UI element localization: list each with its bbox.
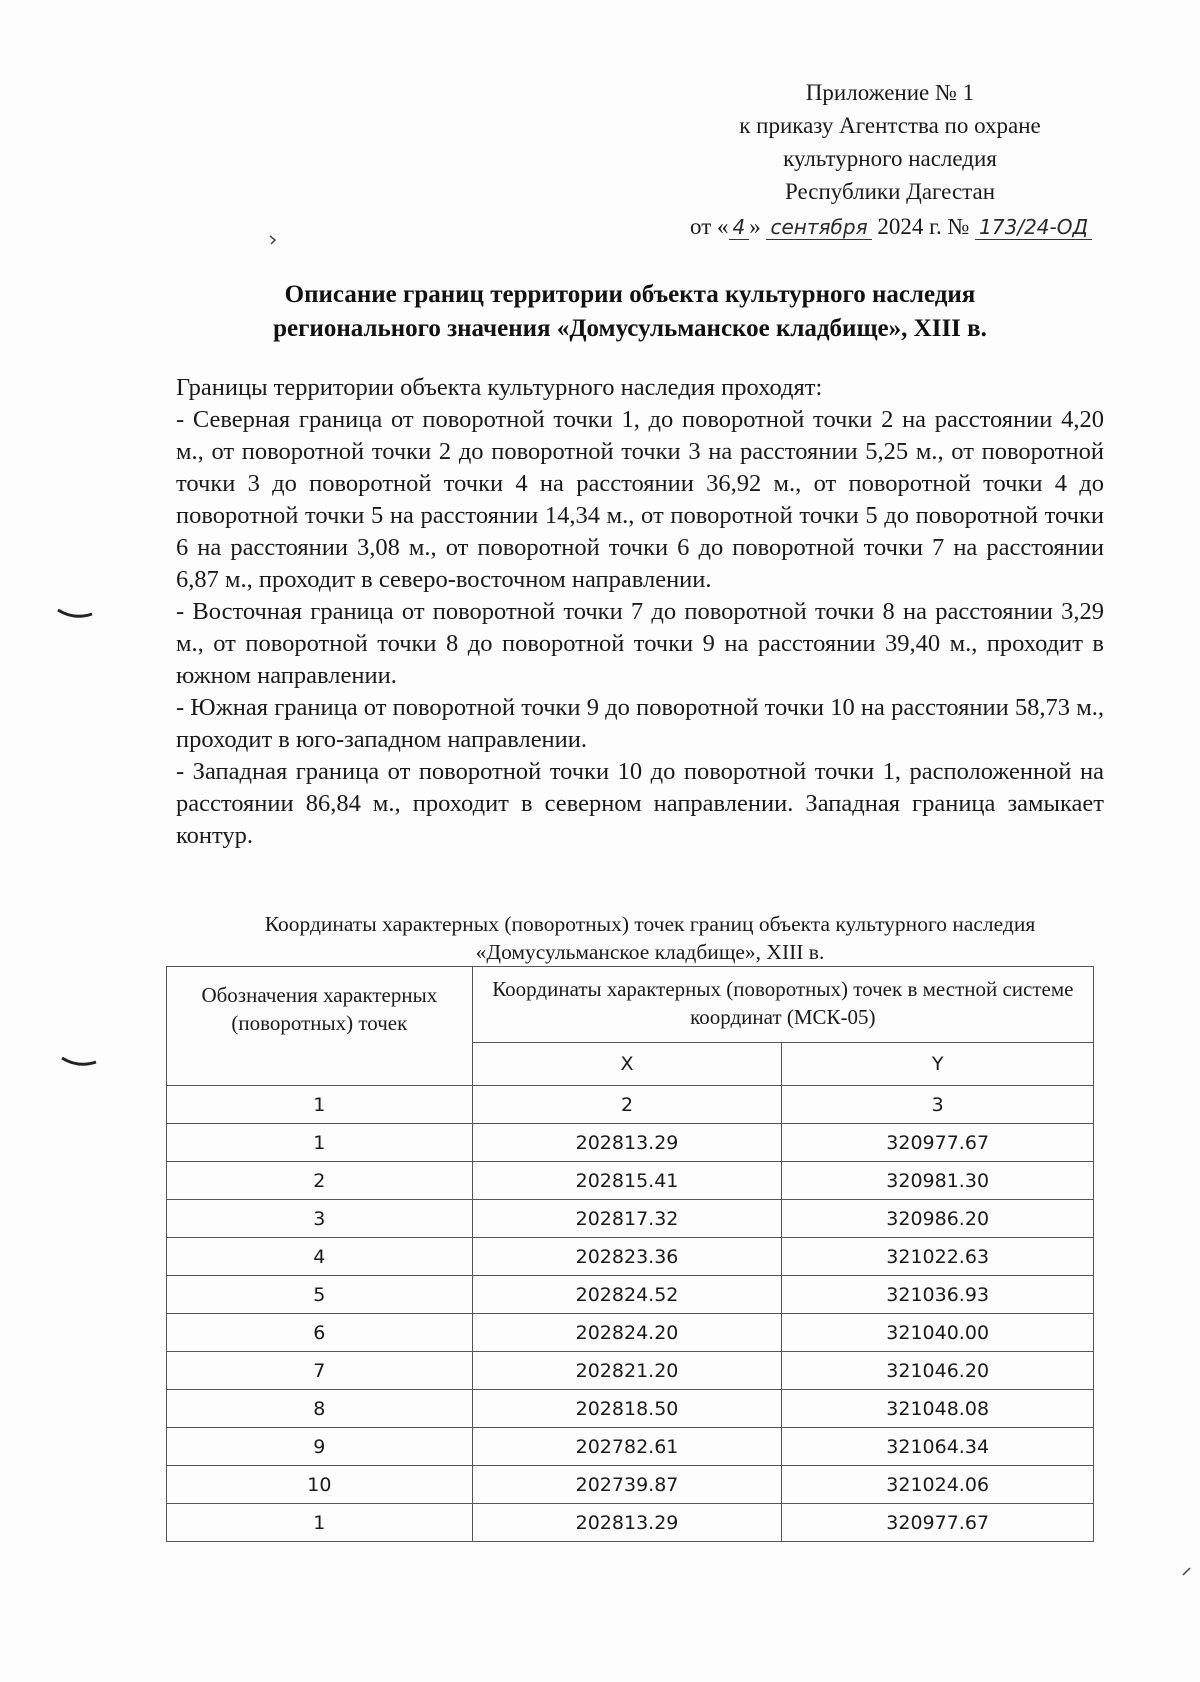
- order-number-handwritten: 173/24-ОД: [975, 215, 1092, 240]
- point-designation-header: Обозначения характерных (поворотных) точек: [167, 967, 473, 1086]
- y-coordinate-cell: 320981.30: [782, 1162, 1094, 1200]
- x-coordinate-cell: 202813.29: [472, 1124, 782, 1162]
- table-row: [167, 1124, 1094, 1162]
- scan-mark: [60, 1054, 100, 1070]
- x-coordinate-cell: 202821.20: [472, 1352, 782, 1390]
- document-title: [180, 278, 1080, 346]
- y-column-header: Y: [782, 1043, 1094, 1086]
- title-line-1: Описание границ территории объекта культурного наследия: [284, 281, 976, 308]
- coordinates-table: [166, 966, 1094, 1542]
- table-row: [167, 1466, 1094, 1504]
- header-line: Республики Дагестан: [785, 179, 995, 204]
- x-coordinate-cell: 202824.20: [472, 1314, 782, 1352]
- table-row: [167, 1390, 1094, 1428]
- north-boundary-paragraph: - Северная граница от поворотной точки 1, до поворотной точки 2 на расстоянии 4,20 м., от поворотной точки 2 до поворотной точки 3 на расстоянии 5,25 м., от поворотной точки 3 до поворотной точки 4 на расстоянии 36,92 м., от поворотной точки 4 до поворотной точки 5 на расстоянии 14,34 м., от поворотной точки 5 до поворотной точки 6 на расстоянии 3,08 м., от поворотной точки 6 до поворотной точки 7 на расстоянии 6,87 м., проходит в северо-восточном направлении.: [176, 406, 1104, 593]
- point-cell: 3: [167, 1200, 473, 1238]
- point-cell: 7: [167, 1352, 473, 1390]
- table-row: [167, 1352, 1094, 1390]
- point-cell: 9: [167, 1428, 473, 1466]
- x-coordinate-cell: 202824.52: [472, 1276, 782, 1314]
- y-coordinate-cell: 320977.67: [782, 1124, 1094, 1162]
- point-cell: 10: [167, 1466, 473, 1504]
- intro-paragraph: Границы территории объекта культурного наследия проходят:: [176, 374, 823, 401]
- date-day-handwritten: 4: [729, 215, 750, 240]
- date-month-handwritten: сентября: [766, 215, 871, 240]
- y-coordinate-cell: 321064.34: [782, 1428, 1094, 1466]
- x-coordinate-cell: 202815.41: [472, 1162, 782, 1200]
- y-coordinate-cell: 321022.63: [782, 1238, 1094, 1276]
- table-caption-line-1: Координаты характерных (поворотных) точек границ объекта культурного наследия: [264, 912, 1036, 936]
- point-cell: 2: [167, 1162, 473, 1200]
- scan-mark: [268, 234, 278, 246]
- y-coordinate-cell: 321036.93: [782, 1276, 1094, 1314]
- boundary-description: [176, 372, 1104, 852]
- x-coordinate-cell: 202813.29: [472, 1504, 782, 1542]
- column-number: 1: [167, 1086, 473, 1124]
- point-cell: 1: [167, 1124, 473, 1162]
- x-coordinate-cell: 202817.32: [472, 1200, 782, 1238]
- scan-mark: [1182, 1566, 1192, 1576]
- point-cell: 6: [167, 1314, 473, 1352]
- appendix-header: [690, 76, 1090, 208]
- x-coordinate-cell: 202818.50: [472, 1390, 782, 1428]
- date-year: 2024 г. №: [877, 214, 970, 239]
- y-coordinate-cell: 321048.08: [782, 1390, 1094, 1428]
- table-caption: [160, 910, 1140, 966]
- point-cell: 1: [167, 1504, 473, 1542]
- table-row: [167, 1238, 1094, 1276]
- header-line: Приложение № 1: [805, 80, 975, 105]
- y-coordinate-cell: 320986.20: [782, 1200, 1094, 1238]
- east-boundary-paragraph: - Восточная граница от поворотной точки 7 до поворотной точки 8 на расстоянии 3,29 м., от поворотной точки 8 до поворотной точки 9 на расстоянии 39,40 м., проходит в южном направлении.: [176, 598, 1104, 689]
- column-number-row: [167, 1086, 1094, 1124]
- date-prefix: от «: [690, 214, 729, 239]
- table-header-row: [167, 967, 1094, 1043]
- order-date-line: [690, 210, 1110, 244]
- coordinates-header: Координаты характерных (поворотных) точек в местной системе координат (МСК-05): [472, 967, 1093, 1043]
- table-row: [167, 1276, 1094, 1314]
- table-row: [167, 1200, 1094, 1238]
- y-coordinate-cell: 321040.00: [782, 1314, 1094, 1352]
- south-boundary-paragraph: - Южная граница от поворотной точки 9 до поворотной точки 10 на расстоянии 58,73 м., проходит в юго-западном направлении.: [176, 694, 1104, 753]
- point-cell: 5: [167, 1276, 473, 1314]
- x-coordinate-cell: 202739.87: [472, 1466, 782, 1504]
- x-coordinate-cell: 202823.36: [472, 1238, 782, 1276]
- point-cell: 8: [167, 1390, 473, 1428]
- table-row: [167, 1504, 1094, 1542]
- x-column-header: X: [472, 1043, 782, 1086]
- y-coordinate-cell: 321046.20: [782, 1352, 1094, 1390]
- table-row: [167, 1314, 1094, 1352]
- table-caption-line-2: «Домусульманское кладбище», XIII в.: [475, 940, 825, 964]
- date-mid: »: [749, 214, 761, 239]
- table-row: [167, 1428, 1094, 1466]
- y-coordinate-cell: 321024.06: [782, 1466, 1094, 1504]
- column-number: 2: [472, 1086, 782, 1124]
- west-boundary-paragraph: - Западная граница от поворотной точки 10 до поворотной точки 1, расположенной на расстоянии 86,84 м., проходит в северном направлении. Западная граница замыкает контур.: [176, 758, 1104, 849]
- table-row: [167, 1162, 1094, 1200]
- column-number: 3: [782, 1086, 1094, 1124]
- title-line-2: регионального значения «Домусульманское кладбище», XIII в.: [273, 315, 987, 342]
- scan-mark: [56, 606, 96, 622]
- point-cell: 4: [167, 1238, 473, 1276]
- header-line: культурного наследия: [783, 146, 997, 171]
- x-coordinate-cell: 202782.61: [472, 1428, 782, 1466]
- header-line: к приказу Агентства по охране: [739, 113, 1041, 138]
- y-coordinate-cell: 320977.67: [782, 1504, 1094, 1542]
